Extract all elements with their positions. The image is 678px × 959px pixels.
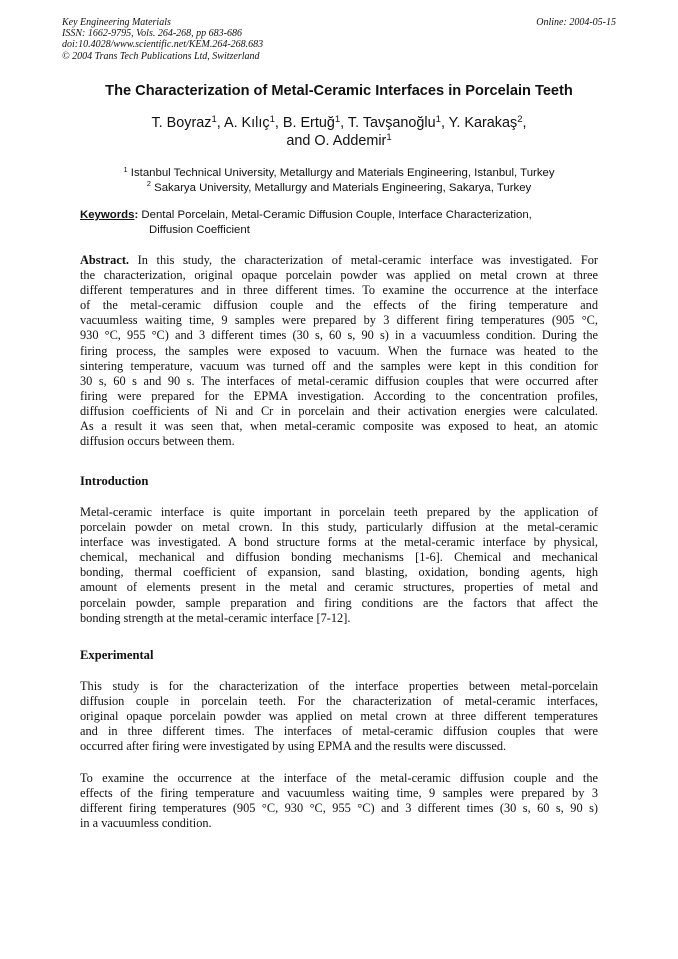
section-heading-experimental: Experimental [80,648,154,662]
experimental-line: effects of the firing temperature and vacuumless waiting time, 9 samples were prepared by 3 [80,786,598,801]
author-name: , B. Ertuğ [274,115,335,131]
introduction-line: bonding strength at the metal-ceramic interface [7-12]. [80,610,351,625]
experimental-line: original opaque porcelain powder was applied on metal crown at three different temperatures [80,709,598,724]
introduction-line: bonding, thermal coefficient of expansion, sand blasting, oxidation, bonding agents, high [80,565,598,580]
abstract-line: As a result it was seen that, when metal-ceramic composite was exposed to heat, an atomic [80,419,598,434]
keywords-text: Dental Porcelain, Metal-Ceramic Diffusion Couple, Interface Characterization, [138,209,532,221]
author-name: , Y. Karakaş [440,115,518,131]
abstract-line: firing process, the samples were exposed to vacuum. When the furnace was heated to the [80,343,598,358]
introduction-line: interface was investigated. A bond structure forms at the metal-ceramic interface by physical, [80,535,598,550]
abstract-line: diffusion occurs between them. [80,434,235,449]
affiliations [40,166,638,195]
abstract-line: sintering temperature, vacuum was turned off and the samples were kept in this condition for [80,358,598,373]
keywords-colon: : [134,209,139,221]
paper-title: The Characterization of Metal-Ceramic Interfaces in Porcelain Teeth [105,83,573,99]
journal-copyright: © 2004 Trans Tech Publications Ltd, Switzerland [62,50,260,62]
affiliation-mark: 2 [517,113,523,125]
journal-issn: ISSN: 1662-9795, Vols. 264-268, pp 683-686 [62,28,242,40]
experimental-line: in a vacuumless condition. [80,816,212,831]
experimental-line: different firing temperatures (905 °C, 930 °C, 955 °C) and 3 different times (30 s, 60 s, 90 s) [80,801,598,816]
journal-doi: doi:10.4028/www.scientific.net/KEM.264-268.683 [62,39,264,51]
online-date [440,17,616,28]
affiliation-1 [40,166,638,181]
author-name: and O. Addemir [286,133,387,149]
keywords-label: Keywords [80,209,135,221]
author-list [40,114,638,150]
affiliation-text: Sakarya University, Metallurgy and Materials Engineering, Sakarya, Turkey [150,181,532,194]
affiliation-2 [40,181,638,196]
author-name: , A. Kılıç [216,115,270,131]
author-line-2 [40,132,638,150]
experimental-line: occurred after firing were investigated by using EPMA and the results were discussed. [80,739,507,754]
experimental-paragraph-1 [80,679,598,754]
abstract-line: diffusion coefficients of Ni and Cr in porcelain and their activation energies were calculated. [80,403,598,418]
author-separator: , [522,115,527,131]
introduction-line: amount of elements present in the metal and ceramic structures, properties of metal and [80,580,598,595]
abstract-line: 30 s, 60 s and 90 s. The interfaces of metal-ceramic diffusion couples that were occurred after [80,373,598,388]
abstract-line: vacuumless waiting time, 9 samples were prepared by 3 different firing temperatures (905 °C, [80,313,598,328]
keywords-block [80,208,600,237]
introduction-line: porcelain powder on metal crown. In this study, particularly diffusion at the metal-ceramic [80,520,598,535]
abstract-line: of the metal-ceramic diffusion couple and the effects of the firing temperature and [80,298,598,313]
affiliation-mark: 1 [386,131,392,143]
abstract-line: 930 °C, 955 °C) and 3 different times (30 s, 60 s, 90 s) in a vacuumless condition. During the [80,328,598,343]
experimental-line: To examine the occurrence at the interface of the metal-ceramic diffusion couple and the [80,771,598,785]
keywords-line-2: Diffusion Coefficient [149,223,250,236]
affiliation-text: Istanbul Technical University, Metallurgy and Materials Engineering, Istanbul, Turkey [127,167,555,179]
abstract-line: firing were prepared for the EPMA investigation. According to the concentration profiles, [80,388,598,403]
author-name: , T. Tavşanoğlu [340,115,436,131]
abstract-line-text: In this study, the characterization of metal-ceramic interface was investigated. For [129,253,598,267]
abstract-paragraph [80,253,598,449]
abstract-line: the characterization, original opaque porcelain powder was applied on metal crown at three [80,268,598,283]
section-heading-introduction: Introduction [80,474,149,488]
introduction-line: Metal-ceramic interface is quite important in porcelain teeth prepared by the application of [80,505,598,519]
introduction-line: porcelain powder, sample preparation and firing conditions are the factors that affect the [80,595,598,610]
introduction-paragraph [80,505,598,626]
experimental-line: diffusion couple in porcelain teeth. For the characterization of metal-ceramic interfaces, [80,694,598,709]
affiliation-mark: 1 [435,113,441,125]
journal-name: Key Engineering Materials [62,17,171,28]
journal-header [62,17,392,62]
affiliation-number: 1 [123,164,128,174]
affiliation-mark: 1 [269,113,275,125]
experimental-line: and in three different times. The interfaces of metal-ceramic diffusion couples that were [80,724,598,739]
abstract-line: different temperatures and in three different times. To examine the occurrence at the interface [80,283,598,298]
experimental-line: This study is for the characterization of the interface properties between metal-porcelain [80,679,598,693]
keywords-line-1 [80,208,600,223]
author-name: T. Boyraz [151,115,212,131]
abstract-line [80,253,598,268]
affiliation-number: 2 [146,179,151,189]
author-line-1 [40,114,638,132]
abstract-label: Abstract. [80,253,130,267]
affiliation-mark: 1 [211,113,217,125]
online-date-text: Online: 2004-05-15 [536,17,616,28]
affiliation-mark: 1 [334,113,341,125]
experimental-paragraph-2 [80,771,598,831]
introduction-line: chemical, mechanical and diffusion bonding mechanisms [1-6]. Chemical and mechanical [80,550,598,565]
